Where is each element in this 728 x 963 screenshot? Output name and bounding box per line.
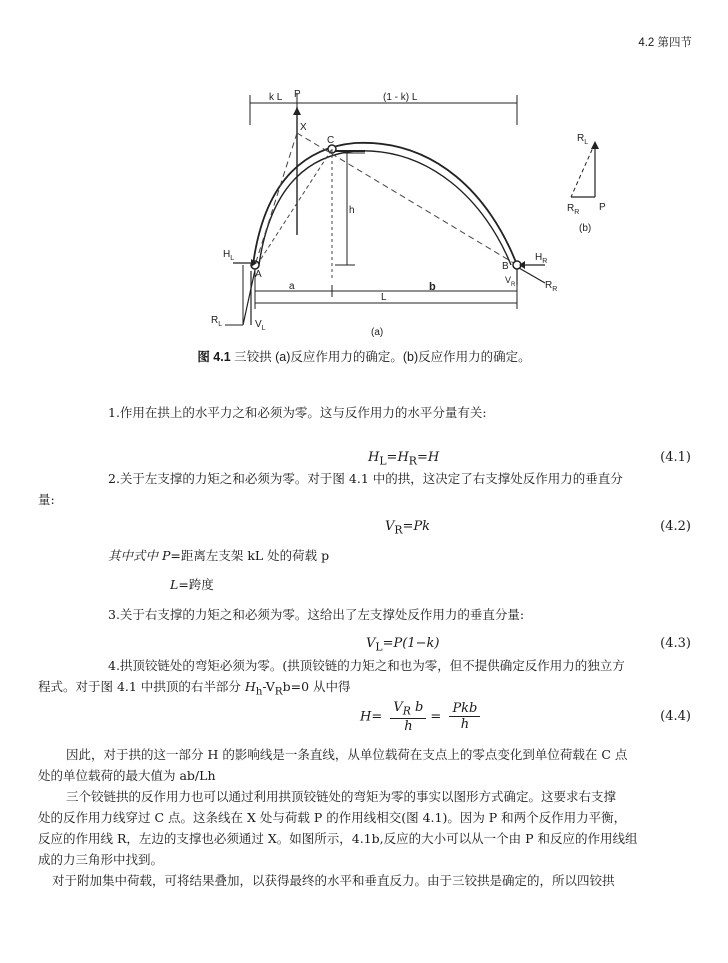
equation-number-4-3: (4.3) [660,636,691,651]
label-kl: k L [269,92,283,103]
paragraph-3: 3.关于右支撑的力矩之和必须为零。这给出了左支撑处反作用力的垂直分量: [108,607,525,622]
label-rl: $R_L$ [211,315,223,328]
rl-arrow [243,270,255,325]
rr-arrow [519,268,545,283]
label-x: X [300,122,307,133]
figure-4-1 [205,85,605,343]
fraction-pkb-h: $\frac{\text{Pkb}}{h}$ [449,701,480,732]
label-rr: $R_R$ [545,280,558,293]
label-vr: $V_R$ [505,275,516,288]
label-l-dim: L [381,292,387,303]
paragraph-2a: 2.关于左支撑的力矩之和必须为零。对于图 4.1 中的拱，这决定了右支撑处反作用力的垂直分 [108,471,623,486]
line-x-to-a [255,133,297,265]
label-tri-p: P [599,202,606,213]
paragraph-1: 1.作用在拱上的水平力之和必须为零。这与反作用力的水平分量有关: [108,405,487,420]
paragraph-4b: 程式。对于图 4.1 中拱顶的右半部分 $H_h-V_Rb=0$ 从中得 [38,679,351,698]
paragraph-4a: 4.拱顶铰链处的弯矩必须为零。(拱顶铰链的力矩之和也为零，但不提供确定反作用力的独立方 [108,658,625,673]
equation-4-3: $V_L=P(1-k)$ [366,636,440,654]
label-p: P [294,89,301,100]
paragraph-2b: 量: [38,492,55,507]
arch-outer [253,143,517,265]
load-arrowhead [293,107,301,115]
label-h: h [349,205,355,216]
label-a: A [255,269,262,280]
label-hr: $H_R$ [535,252,548,265]
equation-4-1: $H_L=H_R=H$ [368,450,440,468]
label-b: B [502,261,509,272]
label-c: C [327,135,335,146]
label-a-dim: a [289,281,295,292]
paragraph-6d: 成的力三角形中找到。 [38,852,164,867]
paragraph-5b: 处的单位载荷的最大值为 ab/Lh [38,768,216,783]
label-b-dim: b [429,281,436,293]
caption-text: 三铰拱 (a)反应作用力的确定。(b)反应作用力的确定。 [230,350,531,364]
paragraph-6c: 反应的作用线 R，左边的支撑也必须通过 X。如图所示，4.1b,反应的大小可以从一个由 P 和反应的作用线组 [38,831,638,846]
where-l: L=跨度 [170,577,214,592]
label-hl: $H_L$ [223,249,235,262]
paragraph-6a: 三个铰链拱的反作用力也可以通过利用拱顶铰链处的弯矩为零的事实以图形方式确定。这要求右支撑 [66,789,617,804]
paragraph-6b: 处的反作用力线穿过 C 点。这条线在 X 处与荷载 P 的作用线相交(图 4.1)。因为 P 和两个反作用力平衡， [38,810,627,825]
arch-diagram [205,85,605,343]
label-fig-b: (b) [579,223,592,234]
equation-4-4: H= $\frac{V_R b}{h}$ = $\frac{\text{Pkb}}{h}$ [360,700,484,734]
label-vl: $V_L$ [255,319,266,332]
triangle-rr-side [571,143,595,197]
section-header: 4.2 第四节 [638,37,692,49]
label-fig-a: (a) [371,327,384,338]
fraction-vrb-h: $\frac{V_R b}{h}$ [390,700,426,734]
label-1-k-l: (1 - k) L [383,92,418,103]
caption-label: 图 4.1 [197,350,231,364]
triangle-arrowhead [591,141,599,149]
equation-4-2: $V_R=Pk$ [385,519,431,537]
equation-number-4-1: (4.1) [660,450,691,465]
where-p: 其中式中 P=距离左支架 kL 处的荷载 p [108,548,330,563]
equation-number-4-2: (4.2) [660,519,691,534]
label-tri-rr: $R_R$ [567,203,580,216]
paragraph-7: 对于附加集中荷载，可将结果叠加，以获得最终的水平和垂直反力。由于三铰拱是确定的，所以四铰拱 [52,873,615,888]
equation-number-4-4: (4.4) [660,709,691,724]
label-tri-rl: $R_L$ [577,133,589,146]
paragraph-5a: 因此，对于拱的这一部分 H 的影响线是一条直线，从单位载荷在支点上的零点变化到单位荷载在 C 点 [66,747,628,762]
figure-caption [0,347,728,365]
